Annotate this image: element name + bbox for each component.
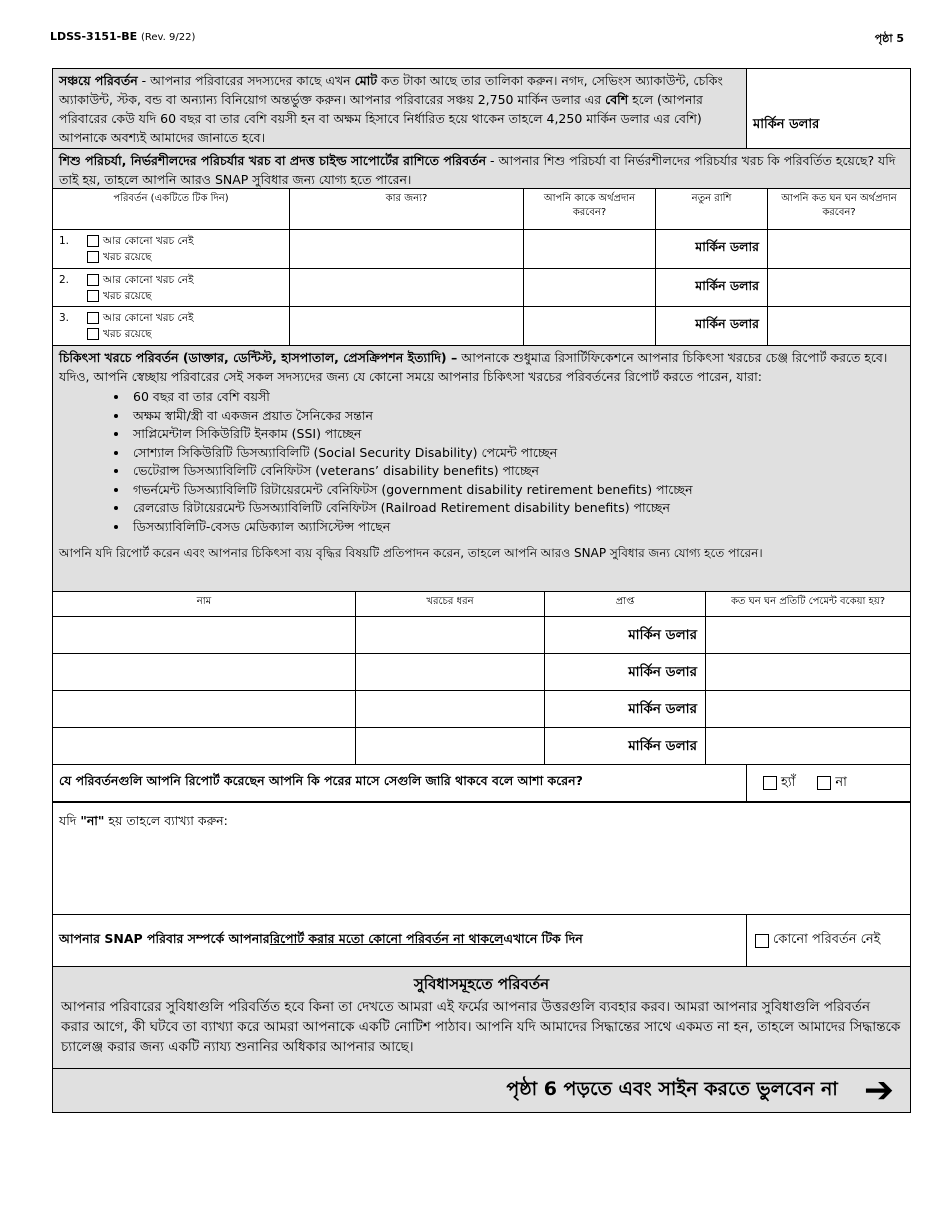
- savings-title: সঞ্চয়ে পরিবর্তন: [59, 73, 138, 88]
- childcare-row-2: 2. আর কোনো খরচ নেই খরচ রয়েছে মার্কিন ডলার: [53, 269, 910, 307]
- new-amount-field[interactable]: মার্কিন ডলার: [656, 269, 768, 306]
- no-cost-checkbox[interactable]: [87, 312, 99, 324]
- name-field[interactable]: [53, 617, 356, 653]
- new-amount-field[interactable]: মার্কিন ডলার: [656, 230, 768, 268]
- new-amount-field[interactable]: মার্কিন ডলার: [656, 307, 768, 345]
- conditions-list: [59, 388, 904, 536]
- benefits-title: সুবিধাসমূহতে পরিবর্তন: [413, 975, 550, 993]
- page-number: পৃষ্ঠা 5: [874, 32, 904, 45]
- no-change-section: আপনার SNAP পরিবার সম্পর্কে আপনার রিপোর্ট করার মতো কোনো পরিবর্তন না থাকলে এখানে টিক দিন কোনো পরিবর্তন নেই: [53, 915, 910, 967]
- no-cost-checkbox[interactable]: [87, 274, 99, 286]
- amount-field[interactable]: মার্কিন ডলার: [545, 654, 706, 690]
- no-checkbox[interactable]: [817, 776, 831, 790]
- for-whom-field[interactable]: [290, 307, 524, 345]
- amount-field[interactable]: মার্কিন ডলার: [545, 728, 706, 764]
- frequency-field[interactable]: [768, 230, 910, 268]
- savings-amount-field[interactable]: মার্কিন ডলার: [753, 117, 820, 132]
- explain-field[interactable]: যদি "না" হয় তাহলে ব্যাখ্যা করুন:: [53, 803, 910, 915]
- list-item: • 60 বছর বা তার বেশি বয়সী: [129, 388, 904, 407]
- name-field[interactable]: [53, 728, 356, 764]
- has-cost-checkbox[interactable]: [87, 251, 99, 263]
- benefits-section: [53, 967, 910, 1069]
- medical-row: [53, 728, 910, 765]
- footer-reminder: পৃষ্ঠা 6 পড়তে এবং সাইন করতে ভুলবেন না: [506, 1077, 838, 1100]
- benefits-text: আপনার পরিবারের সুবিধাগুলি পরিবর্তিত হবে কিনা তা দেখতে আমরা এই ফর্মের আপনার উত্তরগুলি ব্যবহার করব। আমরা আপনার সুবিধাগুলি পরিবর্তন করার আগে, কী ঘটবে তা ব্যাখ্যা করে আমরা আপনাকে একটি নোটিশ পাঠাব। আপনি যদি আমাদের সিদ্ধান্তের সাথে একমত না হন, তাহলে আমাদের সিদ্ধান্তকে চ্যালেঞ্জ করার জন্য একটি ন্যায্য শুনানির অধিকার আপনার আছে।: [61, 999, 901, 1055]
- medical-table-header: নাম খরচের ধরন প্রাপ্ত কত ঘন ঘন প্রতিটি পেমেন্ট বকেয়া হয়?: [53, 592, 910, 617]
- name-field[interactable]: [53, 654, 356, 690]
- list-item: • ভেটেরান্স ডিসঅ্যাবিলিটি বেনিফিটস (veterans’ disability benefits) পাচ্ছেন: [129, 462, 904, 481]
- frequency-field[interactable]: [768, 307, 910, 345]
- yes-checkbox[interactable]: [763, 776, 777, 790]
- for-whom-field[interactable]: [290, 230, 524, 268]
- childcare-section: শিশু পরিচর্যা, নির্ভরশীলদের পরিচর্যার খরচ বা প্রদত্ত চাইল্ড সাপোর্টের রাশিতে পরিবর্তন - আপনার শিশু পরিচর্যা বা নির্ভরশীলদের পরিচর্যার খরচ কি পরিবর্তিত হয়েছে? যদি তাই হয়, তাহলে আপনি আরও SNAP সুবিধার জন্য যোগ্য হতে পারেন।: [53, 149, 910, 189]
- list-item: • সোশ্যাল সিকিউরিটি ডিসঅ্যাবিলিটি (Social Security Disability) পেমেন্ট পাচ্ছেন: [129, 444, 904, 463]
- pay-to-field[interactable]: [524, 230, 656, 268]
- report-form: [52, 68, 911, 1113]
- medical-row: [53, 617, 910, 654]
- form-revision: (Rev. 9/22): [140, 32, 196, 43]
- expense-type-field[interactable]: [356, 617, 545, 653]
- medical-footer: আপনি যদি রিপোর্ট করেন এবং আপনার চিকিৎসা ব্যয় বৃদ্ধির বিষয়টি প্রতিপাদন করেন, তাহলে আপনি আরও SNAP সুবিধার জন্য যোগ্য হতে পারেন।: [59, 546, 763, 560]
- childcare-row-1: 1. আর কোনো খরচ নেই খরচ রয়েছে মার্কিন ডলার: [53, 230, 910, 269]
- amount-field[interactable]: মার্কিন ডলার: [545, 617, 706, 653]
- has-cost-checkbox[interactable]: [87, 290, 99, 302]
- savings-section: [53, 69, 910, 149]
- frequency-field[interactable]: [706, 728, 910, 764]
- for-whom-field[interactable]: [290, 269, 524, 306]
- no-cost-checkbox[interactable]: [87, 235, 99, 247]
- list-item: • ডিসঅ্যাবিলিটি-বেসড মেডিক্যাল অ্যাসিস্টেন্স পাছেন: [129, 518, 904, 537]
- frequency-field[interactable]: [706, 617, 910, 653]
- footer-banner: [53, 1069, 910, 1112]
- pay-to-field[interactable]: [524, 269, 656, 306]
- expense-type-field[interactable]: [356, 728, 545, 764]
- list-item: • রেলরোড রিটায়েরমেন্ট ডিসঅ্যাবিলিটি বেনিফিটস (Railroad Retirement disability benefits) পাচ্ছেন: [129, 499, 904, 518]
- has-cost-checkbox[interactable]: [87, 328, 99, 340]
- no-change-checkbox[interactable]: [755, 934, 769, 948]
- medical-section: চিকিৎসা খরচে পরিবর্তন (ডাক্তার, ডেন্টিস্ট, হাসপাতাল, প্রেসক্রিপশন ইত্যাদি) – আপনাকে শুধুমাত্র রিসার্টিফিকেশনে আপনার চিকিৎসা খরচের চেঞ্জ রিপোর্ট করতে হবে। যদিও, আপনি স্বেচ্ছায় পরিবারের সেই সকল সদস্যদের জন্য যে কোনো সময়ে আপনার চিকিৎসা খরচের পরিবর্তনের রিপোর্ট করতে পারেন, যারা: • 60 বছর বা তার বেশি বয়সী • অক্ষম স্বামী/স্ত্রী বা একজন প্রয়াত সৈনিকের সন্তান • সাপ্লিমেন্টাল সিকিউরিটি ইনকাম (SSI) পাচ্ছেন • সোশ্যাল সিকিউরিটি ডিসঅ্যাবিলিটি (Social Security Disability) পেমেন্ট পাচ্ছেন • ভেটেরান্স ডিসঅ্যাবিলিটি বেনিফিটস (veterans’ disability benefits) পাচ্ছেন • গভর্নমেন্ট ডিসঅ্যাবিলিটি রিটায়েরমেন্ট বেনিফিটস (government disability retirement benefits) পাচ্ছেন • রেলরোড রিটায়েরমেন্ট ডিসঅ্যাবিলিটি বেনিফিটস (Railroad Retirement disability benefits) পাচ্ছেন • ডিসঅ্যাবিলিটি-বেসড মেডিক্যাল অ্যাসিস্টেন্স পাছেন আপনি যদি রিপোর্ট করেন এবং আপনার চিকিৎসা ব্যয় বৃদ্ধির বিষয়টি প্রতিপাদন করেন, তাহলে আপনি আরও SNAP সুবিধার জন্য যোগ্য হতে পারেন।: [53, 346, 910, 592]
- medical-row: [53, 691, 910, 728]
- pay-to-field[interactable]: [524, 307, 656, 345]
- medical-title: চিকিৎসা খরচে পরিবর্তন (ডাক্তার, ডেন্টিস্ট, হাসপাতাল, প্রেসক্রিপশন ইত্যাদি) –: [59, 350, 458, 365]
- amount-field[interactable]: মার্কিন ডলার: [545, 691, 706, 727]
- frequency-field[interactable]: [768, 269, 910, 306]
- list-item: • গভর্নমেন্ট ডিসঅ্যাবিলিটি রিটায়েরমেন্ট বেনিফিটস (government disability retirement benefits) পাচ্ছেন: [129, 481, 904, 500]
- childcare-title: শিশু পরিচর্যা, নির্ভরশীলদের পরিচর্যার খরচ বা প্রদত্ত চাইল্ড সাপোর্টের রাশিতে পরিবর্তন: [59, 153, 487, 168]
- continue-section: যে পরিবর্তনগুলি আপনি রিপোর্ট করেছেন আপনি কি পরের মাসে সেগুলি জারি থাকবে বলে আশা করেন? হ্যাঁ না: [53, 765, 910, 803]
- list-item: • অক্ষম স্বামী/স্ত্রী বা একজন প্রয়াত সৈনিকের সন্তান: [129, 407, 904, 426]
- frequency-field[interactable]: [706, 691, 910, 727]
- name-field[interactable]: [53, 691, 356, 727]
- childcare-row-3: 3. আর কোনো খরচ নেই খরচ রয়েছে মার্কিন ডলার: [53, 307, 910, 346]
- savings-description: সঞ্চয়ে পরিবর্তন - আপনার পরিবারের সদস্যদের কাছে এখন মোট কত টাকা আছে তার তালিকা করুন। নগদ, সেভিংস অ্যাকাউন্ট, চেকিং অ্যাকাউন্ট, স্টক, বন্ড বা অন্যান্য বিনিয়োগ অন্তর্ভুক্ত করুন। আপনার পরিবারের সঞ্চয় 2,750 মার্কিন ডলার এর বেশি হলে (আপনার পরিবারের কেউ যদি 60 বছর বা তার বেশি বয়সী হন বা অক্ষম হিসাবে নির্ধারিত হয়ে থাকেন তাহলে 4,250 মার্কিন ডলার এর বেশি) আপনাকে অবশ্যই আমাদের জানাতে হবে।: [53, 69, 747, 148]
- form-id: LDSS-3151-BE (Rev. 9/22): [50, 30, 196, 43]
- childcare-table-header: পরিবর্তন (একটিতে টিক দিন) কার জন্য? আপনি কাকে অর্থপ্রদান করবেন? নতুন রাশি আপনি কত ঘন ঘন অর্থপ্রদান করবেন?: [53, 189, 910, 230]
- list-item: • সাপ্লিমেন্টাল সিকিউরিটি ইনকাম (SSI) পাচ্ছেন: [129, 425, 904, 444]
- arrow-right-icon: ➔: [863, 1069, 894, 1111]
- continue-question: যে পরিবর্তনগুলি আপনি রিপোর্ট করেছেন আপনি কি পরের মাসে সেগুলি জারি থাকবে বলে আশা করেন?: [53, 765, 747, 801]
- expense-type-field[interactable]: [356, 654, 545, 690]
- frequency-field[interactable]: [706, 654, 910, 690]
- expense-type-field[interactable]: [356, 691, 545, 727]
- medical-row: [53, 654, 910, 691]
